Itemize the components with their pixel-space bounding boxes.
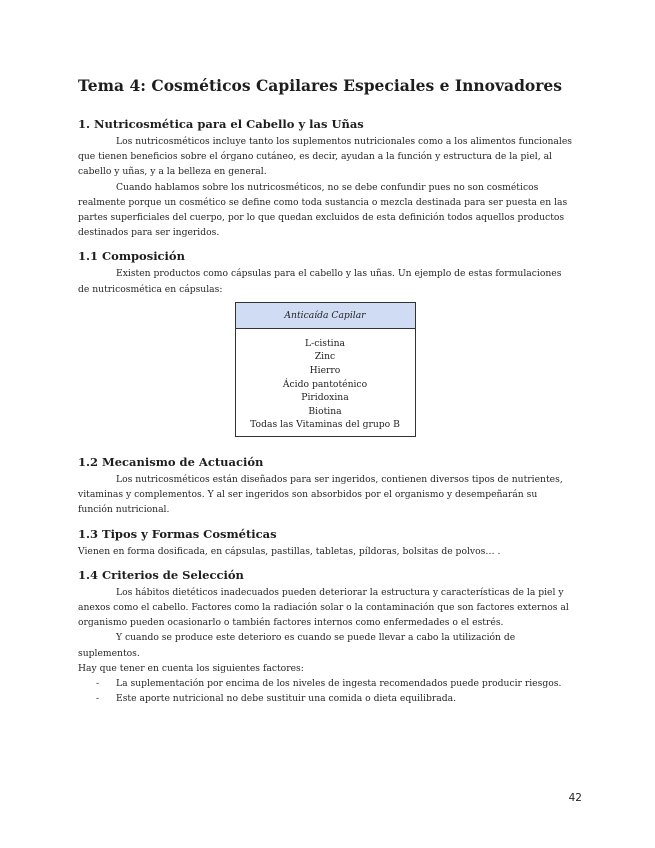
paragraph: Los nutricosméticos están diseñados para ser ingeridos, contienen diversos tipos de nutrientes, vitaminas y complementos. Y al ser ingeridos son absorbidos por el organismo y desempeñarán su función nutricional. <box>78 473 563 516</box>
section-heading: 1. Nutricosmética para el Cabello y las Uñas <box>78 117 364 131</box>
list-item-text: La suplementación por encima de los niveles de ingesta recomendados puede producir riesgos. <box>116 678 562 690</box>
capsule-table <box>235 302 416 437</box>
table-item: Hierro <box>309 365 341 377</box>
factors-list <box>78 676 572 706</box>
section-criterios <box>78 568 572 707</box>
paragraph: Los hábitos dietéticos inadecuados pueden deteriorar la estructura y características de la piel y anexos como el cabello. Factores como la radiación solar o la contaminación que son factores externos al organismo pueden ocasionarlo o también factores internos como enfermedades o el estrés. <box>78 586 569 629</box>
section-heading: 1.3 Tipos y Formas Cosméticas <box>78 526 277 541</box>
table-item: Biotina <box>308 405 342 417</box>
paragraph: Y cuando se produce este deterioro es cuando se puede llevar a cabo la utilización de suplementos. <box>78 632 516 659</box>
paragraph: Existen productos como cápsulas para el cabello y las uñas. Un ejemplo de estas formulaciones de nutricosmética en cápsulas: <box>78 268 562 295</box>
section-heading: 1.1 Composición <box>78 249 185 264</box>
list-item <box>78 676 572 691</box>
list-item-text: Este aporte nutricional no debe sustituir una comida o dieta equilibrada. <box>116 693 457 705</box>
paragraph: Hay que tener en cuenta los siguientes factores: <box>78 662 304 674</box>
section-nutricosmetica <box>78 117 572 240</box>
section-heading: 1.2 Mecanismo de Actuación <box>78 454 264 469</box>
section-mecanismo <box>78 455 572 518</box>
table-ingredients-cell <box>235 328 415 436</box>
table-item: L-cistina <box>304 337 346 349</box>
table-item: Todas las Vitaminas del grupo B <box>250 419 400 431</box>
bullet-marker: - <box>96 678 100 690</box>
table-header: Anticaída Capilar <box>235 302 415 328</box>
page-number: 42 <box>568 792 582 804</box>
table-item: Ácido pantoténico <box>282 378 368 390</box>
page-title: Tema 4: Cosméticos Capilares Especiales e Innovadores <box>78 76 563 95</box>
list-item <box>78 691 572 706</box>
table-item: Zinc <box>314 351 336 363</box>
page-content <box>78 76 572 715</box>
section-heading: 1.4 Criterios de Selección <box>78 567 244 582</box>
paragraph: Vienen en forma dosificada, en cápsulas, pastillas, tabletas, píldoras, bolsitas de polvos… . <box>78 545 501 557</box>
section-tipos-formas <box>78 527 572 559</box>
paragraph: Cuando hablamos sobre los nutricosméticos, no se debe confundir pues no son cosméticos realmente porque un cosmético se define como toda sustancia o mezcla destinada para ser puesta en las partes superficiales del cuerpo, por lo que quedan excluidos de esta definición todos aquellos productos destinados para ser ingeridos. <box>78 181 568 239</box>
paragraph: Los nutricosméticos incluye tanto los suplementos nutricionales como a los alimentos funcionales que tienen beneficios sobre el órgano cutáneo, es decir, ayudan a la función y estructura de la piel, al cabello y uñas, y a la belleza en general. <box>78 136 572 178</box>
bullet-marker: - <box>96 693 100 705</box>
table-item: Piridoxina <box>301 392 349 404</box>
section-composicion <box>78 249 572 437</box>
